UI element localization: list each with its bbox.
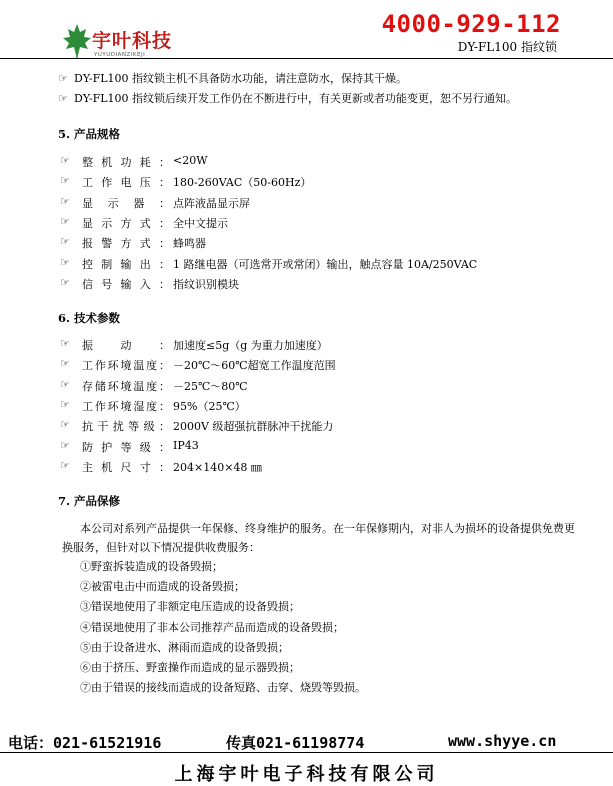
spec-value: 加速度≤5g（g 为重力加速度） xyxy=(173,339,328,352)
note-text: DY-FL100 指纹锁后续开发工作仍在不断进行中，有关更新或者功能变更，恕不另行通知。 xyxy=(74,92,518,105)
spec-value: IP43 xyxy=(173,438,199,452)
spec-value: <20W xyxy=(173,154,208,167)
spec-label: 工 作 环 境 温 度 ： xyxy=(82,359,170,373)
warranty-item: ④错误地使用了非本公司推荐产品而造成的设备毁损； xyxy=(80,620,344,634)
spec-value: －20℃～60℃超宽工作温度范围 xyxy=(173,359,336,373)
pointing-hand-icon: ☞ xyxy=(58,72,68,85)
pointing-hand-icon: ☞ xyxy=(60,154,70,167)
spec-value: 204×140×48 ㎜ xyxy=(173,460,262,474)
spec-label: 整 机 功 耗 ： xyxy=(82,156,170,169)
footer-divider xyxy=(0,752,613,753)
pointing-hand-icon: ☞ xyxy=(60,235,70,249)
section-heading: 5. 产品规格 xyxy=(58,127,121,141)
pointing-hand-icon: ☞ xyxy=(60,397,70,411)
pointing-hand-icon: ☞ xyxy=(60,337,70,350)
spec-label: 报 警 方 式 ： xyxy=(82,237,170,251)
model-title: DY-FL100 指纹锁 xyxy=(457,40,557,54)
spec-label: 振 动 ： xyxy=(82,339,170,352)
pointing-hand-icon: ☞ xyxy=(60,194,70,208)
pointing-hand-icon: ☞ xyxy=(58,92,68,105)
warranty-item: ①野蛮拆装造成的设备毁损； xyxy=(80,560,223,573)
spec-value: 2000V 级超强抗群脉冲干扰能力 xyxy=(173,420,334,434)
spec-label: 工 作 环 境 湿 度 ： xyxy=(82,399,170,413)
header-divider xyxy=(0,58,613,59)
note-text: DY-FL100 指纹锁主机不具备防水功能，请注意防水，保持其干燥。 xyxy=(74,72,408,85)
spec-value: 1 路继电器（可选常开或常闭）输出，触点容量 10A/250VAC xyxy=(173,257,478,271)
spec-value: 指纹识别模块 xyxy=(173,277,239,291)
logo-text: 宇叶科技 xyxy=(92,30,173,52)
spec-label: 工 作 电 压 ： xyxy=(82,176,170,190)
hotline-number: 4000-929-112 xyxy=(381,10,561,38)
pointing-hand-icon: ☞ xyxy=(60,377,70,391)
warranty-paragraph: 本公司对系列产品提供一年保修、终身维护的服务。在一年保修期内，对非人为损坏的设备提供免费更换服务，但针对以下情况提供收费服务： xyxy=(62,522,575,554)
website-link[interactable]: www.shyye.cn xyxy=(448,732,557,750)
pointing-hand-icon: ☞ xyxy=(60,357,70,371)
pointing-hand-icon: ☞ xyxy=(60,214,70,228)
warranty-item: ③错误地使用了非额定电压造成的设备毁损； xyxy=(80,600,300,614)
pointing-hand-icon: ☞ xyxy=(60,438,70,452)
note-item xyxy=(58,70,407,86)
spec-label: 抗 干 扰 等 级 ： xyxy=(82,420,170,434)
pointing-hand-icon: ☞ xyxy=(60,458,70,472)
fax-number: 传真021-61198774 xyxy=(226,734,365,752)
spec-label: 显 示 器 ： xyxy=(82,196,170,210)
section-heading: 6. 技术参数 xyxy=(58,311,121,325)
warranty-item: ②被雷电击中而造成的设备毁损； xyxy=(80,580,245,594)
warranty-item: ⑤由于设备进水、淋雨而造成的设备毁损； xyxy=(80,640,289,654)
pointing-hand-icon: ☞ xyxy=(60,174,70,188)
section-heading: 7. 产品保修 xyxy=(58,494,121,508)
maple-leaf-icon xyxy=(62,22,92,58)
spec-label: 信 号 输 入 ： xyxy=(82,277,170,291)
spec-value: 180-260VAC（50-60Hz） xyxy=(173,176,312,190)
logo-pinyin: YUYUDIANZIKEJI xyxy=(94,52,146,58)
spec-label: 显 示 方 式 ： xyxy=(82,216,170,230)
spec-value: 蜂鸣器 xyxy=(173,237,206,251)
pointing-hand-icon: ☞ xyxy=(60,255,70,269)
phone-number: 电话：021-61521916 xyxy=(8,734,162,752)
note-item xyxy=(58,90,517,106)
warranty-item: ⑦由于错误的接线而造成的设备短路、击穿、烧毁等毁损。 xyxy=(80,681,366,695)
spec-value: 95%（25℃） xyxy=(173,399,246,413)
spec-label: 存 储 环 境 温 度 ： xyxy=(82,379,170,393)
company-name: 上海宇叶电子科技有限公司 xyxy=(174,764,439,785)
spec-value: 点阵液晶显示屏 xyxy=(173,196,250,210)
spec-label: 主 机 尺 寸 ： xyxy=(82,460,170,474)
spec-label: 控 制 输 出 ： xyxy=(82,257,170,271)
company-logo xyxy=(62,22,172,62)
warranty-item: ⑥由于挤压、野蛮操作而造成的显示器毁损； xyxy=(80,661,300,674)
spec-label: 防 护 等 级 ： xyxy=(82,440,170,454)
pointing-hand-icon: ☞ xyxy=(60,275,70,289)
spec-value: －25℃～80℃ xyxy=(173,379,248,393)
pointing-hand-icon: ☞ xyxy=(60,418,70,432)
spec-value: 全中文提示 xyxy=(173,216,228,230)
